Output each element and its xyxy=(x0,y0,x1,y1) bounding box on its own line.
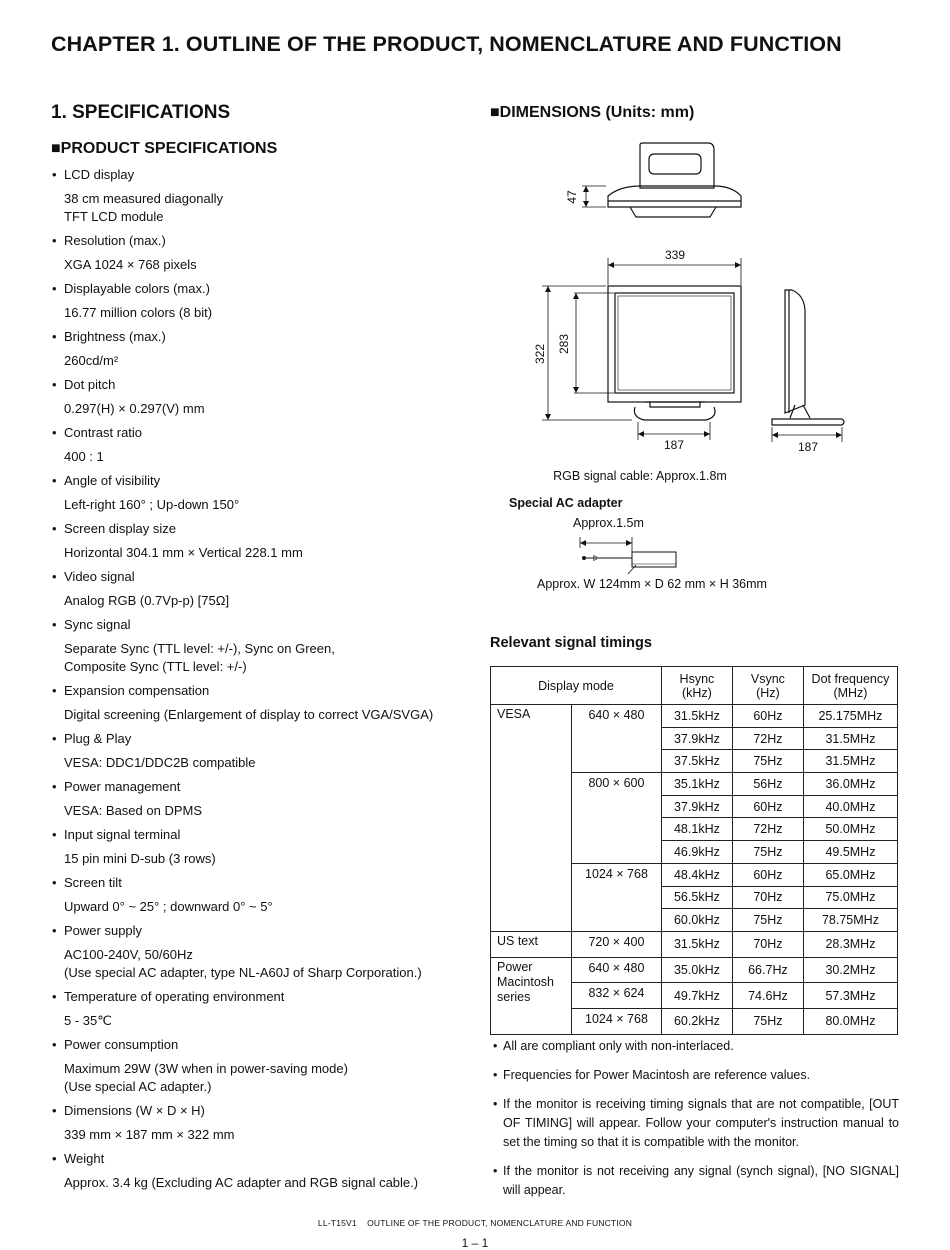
spec-value: Digital screening (Enlargement of display to correct VGA/SVGA) xyxy=(64,707,434,722)
page-number: 1 – 1 xyxy=(461,1236,489,1250)
spec-label: • Input signal terminal xyxy=(52,826,472,844)
spec-item xyxy=(52,874,472,916)
top-view-slot xyxy=(649,154,701,174)
table-row xyxy=(491,957,898,983)
note-item: • If the monitor is not receiving any signal (synch signal), [NO SIGNAL] will appear. xyxy=(493,1162,899,1200)
adapter-length: Approx.1.5m xyxy=(573,516,644,530)
dim-total-height: 322 xyxy=(533,343,547,365)
spec-label: • Power consumption xyxy=(52,1036,472,1054)
hsync-cell: 35.1kHz xyxy=(661,773,732,796)
ac-adapter-drawing xyxy=(574,534,684,576)
header-vsync: Vsync (Hz) xyxy=(732,667,803,705)
spec-item xyxy=(52,376,472,418)
front-view-screen xyxy=(615,293,734,393)
spec-value: 38 cm measured diagonally TFT LCD module xyxy=(64,191,223,224)
table-row xyxy=(491,705,898,728)
hsync-cell: 37.5kHz xyxy=(661,750,732,773)
dot-cell: 57.3MHz xyxy=(803,983,897,1009)
vsync-cell: 70Hz xyxy=(732,931,803,957)
spec-item xyxy=(52,1102,472,1144)
vsync-cell: 75Hz xyxy=(732,909,803,932)
signal-timings-heading: Relevant signal timings xyxy=(490,635,652,651)
adapter-title: Special AC adapter xyxy=(509,496,623,510)
header-display-mode: Display mode xyxy=(491,667,662,705)
spec-item xyxy=(52,778,472,820)
spec-label: • Displayable colors (max.) xyxy=(52,280,472,298)
spec-value: AC100-240V, 50/60Hz (Use special AC adapter, type NL-A60J of Sharp Corporation.) xyxy=(64,947,422,980)
vsync-cell: 60Hz xyxy=(732,863,803,886)
hsync-cell: 48.4kHz xyxy=(661,863,732,886)
spec-value: 260cd/m² xyxy=(64,353,119,368)
product-specifications-heading: ■PRODUCT SPECIFICATIONS xyxy=(51,140,278,157)
dot-cell: 31.5MHz xyxy=(803,727,897,750)
spec-value: Analog RGB (0.7Vp-p) [75Ω] xyxy=(64,593,230,608)
vsync-cell: 72Hz xyxy=(732,727,803,750)
spec-item xyxy=(52,616,472,676)
spec-label: • Plug & Play xyxy=(52,730,472,748)
vsync-cell: 70Hz xyxy=(732,886,803,909)
spec-label: • Dimensions (W × D × H) xyxy=(52,1102,472,1120)
spec-value: Horizontal 304.1 mm × Vertical 228.1 mm xyxy=(64,545,303,560)
spec-item xyxy=(52,682,472,724)
dot-cell: 31.5MHz xyxy=(803,750,897,773)
mode-cell: 832 × 624 xyxy=(572,983,662,1009)
spec-label: • Temperature of operating environment xyxy=(52,988,472,1006)
hsync-cell: 60.0kHz xyxy=(661,909,732,932)
spec-value: Left-right 160° ; Up-down 150° xyxy=(64,497,240,512)
dot-cell: 40.0MHz xyxy=(803,795,897,818)
dot-cell: 49.5MHz xyxy=(803,841,897,864)
dimensions-drawing xyxy=(520,130,850,460)
hsync-cell: 60.2kHz xyxy=(661,1008,732,1034)
spec-label: • Brightness (max.) xyxy=(52,328,472,346)
mode-cell: 720 × 400 xyxy=(572,931,662,957)
dim-screen-height: 283 xyxy=(557,333,571,355)
side-view-panel xyxy=(785,290,805,413)
notes-list xyxy=(493,1037,899,1210)
dim-base-height: 47 xyxy=(565,190,579,204)
spec-label: • Video signal xyxy=(52,568,472,586)
spec-value: VESA: DDC1/DDC2B compatible xyxy=(64,755,256,770)
hsync-cell: 37.9kHz xyxy=(661,727,732,750)
note-item: • If the monitor is receiving timing signals that are not compatible, [OUT OF TIMING] will appear. Follow your computer's instruction manual to set the timing so that it is compatible with the monitor. xyxy=(493,1095,899,1152)
spec-label: • Weight xyxy=(52,1150,472,1168)
spec-value: 400 : 1 xyxy=(64,449,104,464)
spec-list xyxy=(52,166,472,1198)
adapter-dimensions: Approx. W 124mm × D 62 mm × H 36mm xyxy=(537,577,767,591)
hsync-cell: 56.5kHz xyxy=(661,886,732,909)
spec-label: • Screen display size xyxy=(52,520,472,538)
vsync-cell: 75Hz xyxy=(732,841,803,864)
spec-value: Maximum 29W (3W when in power-saving mode) (Use special AC adapter.) xyxy=(64,1061,348,1094)
hsync-cell: 31.5kHz xyxy=(661,931,732,957)
hsync-cell: 48.1kHz xyxy=(661,818,732,841)
hsync-cell: 35.0kHz xyxy=(661,957,732,983)
section-title: 1. SPECIFICATIONS xyxy=(51,102,231,123)
spec-label: • Screen tilt xyxy=(52,874,472,892)
mode-cell: 1024 × 768 xyxy=(572,863,662,931)
note-item: • All are compliant only with non-interlaced. xyxy=(493,1037,899,1056)
dim-depth: 187 xyxy=(797,440,819,454)
vsync-cell: 72Hz xyxy=(732,818,803,841)
spec-label: • LCD display xyxy=(52,166,472,184)
dot-cell: 28.3MHz xyxy=(803,931,897,957)
dot-cell: 75.0MHz xyxy=(803,886,897,909)
spec-value: 15 pin mini D-sub (3 rows) xyxy=(64,851,216,866)
vsync-cell: 66.7Hz xyxy=(732,957,803,983)
dot-cell: 36.0MHz xyxy=(803,773,897,796)
spec-value: Upward 0° ~ 25° ; downward 0° ~ 5° xyxy=(64,899,273,914)
signal-timings-table xyxy=(490,666,898,1035)
vsync-cell: 74.6Hz xyxy=(732,983,803,1009)
spec-value: 5 - 35℃ xyxy=(64,1013,112,1028)
spec-label: • Sync signal xyxy=(52,616,472,634)
mode-cell: 640 × 480 xyxy=(572,957,662,983)
group-cell: US text xyxy=(491,931,572,957)
spec-item xyxy=(52,328,472,370)
spec-item xyxy=(52,424,472,466)
spec-value: Separate Sync (TTL level: +/-), Sync on Green, Composite Sync (TTL level: +/-) xyxy=(64,641,335,674)
timing-table-body xyxy=(491,705,898,1035)
vsync-cell: 75Hz xyxy=(732,750,803,773)
dot-cell: 80.0MHz xyxy=(803,1008,897,1034)
dot-cell: 65.0MHz xyxy=(803,863,897,886)
spec-value: XGA 1024 × 768 pixels xyxy=(64,257,197,272)
spec-item xyxy=(52,826,472,868)
dot-cell: 30.2MHz xyxy=(803,957,897,983)
table-header-row xyxy=(491,667,898,705)
spec-label: • Expansion compensation xyxy=(52,682,472,700)
dim-width: 339 xyxy=(664,248,686,262)
spec-item xyxy=(52,520,472,562)
header-dot-frequency: Dot frequency (MHz) xyxy=(803,667,897,705)
vsync-cell: 56Hz xyxy=(732,773,803,796)
vsync-cell: 75Hz xyxy=(732,1008,803,1034)
chapter-title: CHAPTER 1. OUTLINE OF THE PRODUCT, NOMENCLATURE AND FUNCTION xyxy=(51,32,842,56)
header-hsync: Hsync (kHz) xyxy=(661,667,732,705)
spec-label: • Dot pitch xyxy=(52,376,472,394)
table-row xyxy=(491,931,898,957)
spec-item xyxy=(52,922,472,982)
spec-label: • Contrast ratio xyxy=(52,424,472,442)
top-view-stand xyxy=(640,143,714,188)
spec-value: 16.77 million colors (8 bit) xyxy=(64,305,213,320)
spec-label: • Resolution (max.) xyxy=(52,232,472,250)
front-view-frame xyxy=(608,286,741,402)
dimensions-heading: ■DIMENSIONS (Units: mm) xyxy=(490,104,695,121)
spec-item xyxy=(52,1150,472,1192)
group-cell: VESA xyxy=(491,705,572,932)
spec-item xyxy=(52,730,472,772)
vsync-cell: 60Hz xyxy=(732,705,803,728)
mode-cell: 640 × 480 xyxy=(572,705,662,773)
spec-label: • Angle of visibility xyxy=(52,472,472,490)
spec-item xyxy=(52,1036,472,1096)
spec-item xyxy=(52,280,472,322)
spec-value: VESA: Based on DPMS xyxy=(64,803,203,818)
spec-label: • Power supply xyxy=(52,922,472,940)
spec-item xyxy=(52,232,472,274)
hsync-cell: 37.9kHz xyxy=(661,795,732,818)
spec-item xyxy=(52,568,472,610)
side-view-base xyxy=(772,419,844,425)
dim-stand-width: 187 xyxy=(663,438,685,452)
spec-label: • Power management xyxy=(52,778,472,796)
spec-value: 339 mm × 187 mm × 322 mm xyxy=(64,1127,235,1142)
spec-item xyxy=(52,472,472,514)
hsync-cell: 49.7kHz xyxy=(661,983,732,1009)
note-item: • Frequencies for Power Macintosh are reference values. xyxy=(493,1066,899,1085)
spec-value: 0.297(H) × 0.297(V) mm xyxy=(64,401,205,416)
hsync-cell: 31.5kHz xyxy=(661,705,732,728)
mode-cell: 1024 × 768 xyxy=(572,1008,662,1034)
dot-cell: 25.175MHz xyxy=(803,705,897,728)
vsync-cell: 60Hz xyxy=(732,795,803,818)
dot-cell: 78.75MHz xyxy=(803,909,897,932)
dot-cell: 50.0MHz xyxy=(803,818,897,841)
top-view-base xyxy=(608,186,741,207)
group-cell: Power Macintosh series xyxy=(491,957,572,1034)
cable-note: RGB signal cable: Approx.1.8m xyxy=(553,469,727,483)
hsync-cell: 46.9kHz xyxy=(661,841,732,864)
mode-cell: 800 × 600 xyxy=(572,773,662,864)
spec-item xyxy=(52,988,472,1030)
page-footer: LL-T15V1 OUTLINE OF THE PRODUCT, NOMENCLATURE AND FUNCTION xyxy=(317,1218,633,1228)
spec-value: Approx. 3.4 kg (Excluding AC adapter and RGB signal cable.) xyxy=(64,1175,419,1190)
spec-item xyxy=(52,166,472,226)
